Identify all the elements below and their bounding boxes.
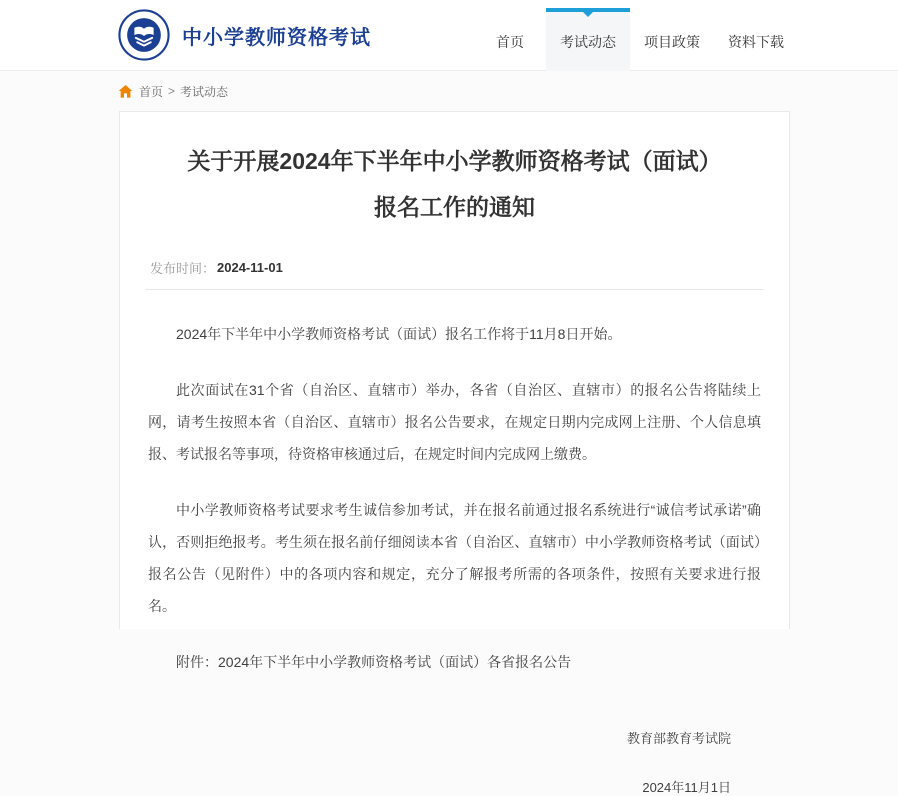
breadcrumb-current: 考试动态 — [180, 84, 229, 99]
article-title-line1: 关于开展2024年下半年中小学教师资格考试（面试） — [187, 148, 722, 174]
nav-item-home[interactable] — [474, 0, 546, 71]
signature-date: 2024年11月1日 — [642, 780, 731, 795]
active-tab-caret-icon — [583, 12, 593, 17]
site-title: 中小学教师资格考试 — [182, 26, 371, 49]
publish-label: 发布时间： — [150, 261, 216, 276]
nav-item-exam-news[interactable] — [546, 10, 630, 71]
paragraph-1: 2024年下半年中小学教师资格考试（面试）报名工作将于11月8日开始。 — [176, 326, 622, 342]
breadcrumb — [0, 71, 898, 111]
breadcrumb-separator: > — [168, 84, 176, 98]
publish-meta — [146, 258, 763, 277]
paragraph-3: 中小学教师资格考试要求考生诚信参加考试，并在报名前通过报名系统进行“诚信考试承诺”确认，否则拒绝报考。考生须在报名前仔细阅读本省（自治区、直辖市）中小学教师资格考试（面试）报名公告（见附件）中的各项内容和规定，充分了解报考所需的各项条件，按照有关要求进行报名。 — [148, 502, 761, 614]
article-body — [120, 290, 789, 796]
signature-org: 教育部教育考试院 — [626, 731, 731, 746]
publish-date: 2024-11-01 — [217, 260, 283, 275]
breadcrumb-home-link[interactable]: 首页 — [139, 84, 164, 99]
signature-block — [148, 728, 761, 796]
site-logo-icon — [118, 9, 170, 61]
header — [0, 0, 898, 71]
nav-item-downloads-label: 资料下载 — [728, 33, 784, 50]
attachment-line[interactable]: 附件：2024年下半年中小学教师资格考试（面试）各省报名公告 — [176, 654, 572, 670]
nav-item-home-label: 首页 — [496, 33, 524, 50]
paragraph-2: 此次面试在31个省（自治区、直辖市）举办，各省（自治区、直辖市）的报名公告将陆续上网，请考生按照本省（自治区、直辖市）报名公告要求，在规定日期内完成网上注册、个人信息填报、考试报名等事项，待资格审核通过后，在规定时间内完成网上缴费。 — [148, 382, 761, 462]
brand[interactable] — [118, 9, 371, 61]
nav-item-project-policy[interactable] — [630, 0, 714, 71]
nav-item-downloads[interactable] — [714, 0, 798, 71]
nav-item-exam-news-label: 考试动态 — [560, 33, 616, 50]
article-card — [119, 111, 790, 795]
article-title-line2: 报名工作的通知 — [374, 194, 535, 220]
main-nav — [474, 0, 798, 71]
nav-item-project-policy-label: 项目政策 — [644, 33, 700, 50]
article-title — [120, 138, 789, 230]
home-icon — [118, 84, 133, 99]
